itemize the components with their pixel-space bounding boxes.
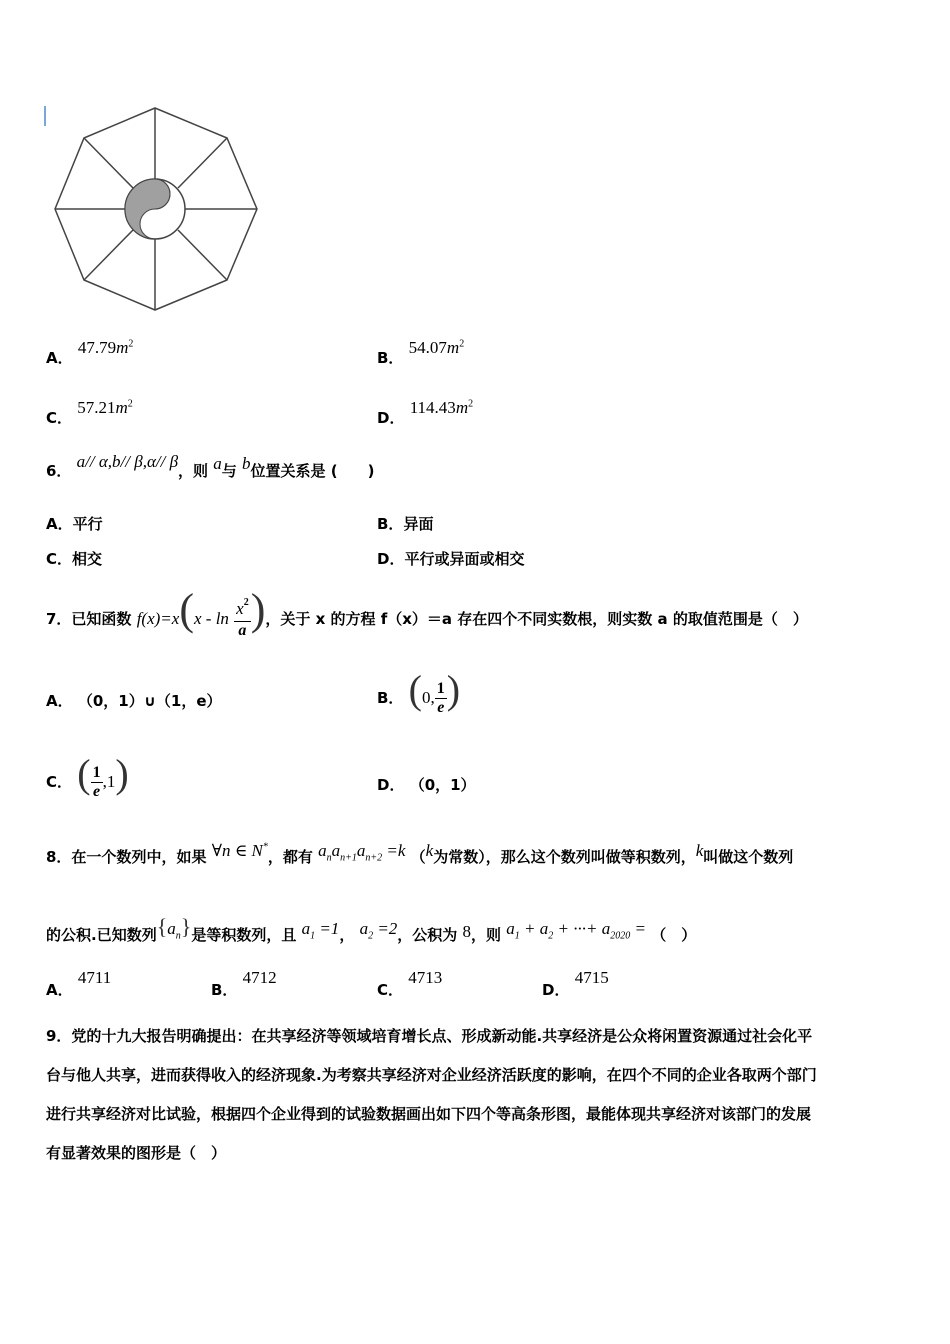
q5-option-d[interactable]: D． $114.43m^2$ <box>377 398 474 427</box>
q8-option-c[interactable]: C． 4713 <box>377 968 443 999</box>
q8-option-d[interactable]: D． 4715 <box>542 968 609 999</box>
q6-option-d[interactable]: D．平行或异面或相交 <box>377 550 525 568</box>
q5-option-b[interactable]: B． $54.07m^2$ <box>377 338 465 367</box>
q5-option-a[interactable]: A． $47.79m^2$ <box>46 338 134 367</box>
q8-option-b[interactable]: B． 4712 <box>211 968 277 999</box>
q9-line: 9．党的十九大报告明确提出：在共享经济等领域培育增长点、形成新动能.共享经济是公众将闲置资源通过社会化平 <box>46 1027 813 1045</box>
q8-stem-line2: 的公积.已知数列$\{a_n\}$是等积数列，且 $a_1 =1$， $a_2 =2$，公积为 8，则 $a_1 + a_2$ + ···+ $a_{2020}$ = （ ） <box>46 914 697 944</box>
q7-option-d[interactable]: D． （0，1） <box>377 776 476 794</box>
q8-stem-line1: 8．在一个数列中，如果 ∀n ∈ N*，都有 $a_na_{n+1}a_{n+2} =k$ （k为常数），那么这个数列叫做等积数列，k叫做这个数列 <box>46 841 794 866</box>
q7-option-a[interactable]: A． （0，1）∪（1，e） <box>46 692 222 710</box>
q9-stem <box>46 1017 906 1173</box>
q6-stem: 6． a// α,b// β,α// β，则 a与 b位置关系是 ( ) <box>46 452 375 480</box>
q5-option-c[interactable]: C． $57.21m^2$ <box>46 398 133 427</box>
octagon-figure <box>50 102 265 317</box>
q7-stem: 7．已知函数 f(x)=x(x - ln $\frac{x^2}{a}$ )，关于 x 的方程 f（x）＝a 存在四个不同实数根，则实数 a 的取值范围是（ ） <box>46 585 808 639</box>
q7-option-c[interactable]: C． ( $\frac{1}{e}$ ,1) <box>46 751 129 800</box>
q7-option-b[interactable]: B． (0, $\frac{1}{e}$ ) <box>377 667 461 716</box>
q6-option-b[interactable]: B．异面 <box>377 515 434 533</box>
q6-option-a[interactable]: A．平行 <box>46 515 103 533</box>
cursor-mark <box>44 106 46 126</box>
q9-line: 进行共享经济对比试验，根据四个企业得到的试验数据画出如下四个等高条形图，最能体现共享经济对该部门的发展 <box>46 1105 812 1123</box>
q6-option-c[interactable]: C．相交 <box>46 550 103 568</box>
q8-option-a[interactable]: A． 4711 <box>46 968 112 999</box>
q9-line: 有显著效果的图形是（ ） <box>46 1144 227 1162</box>
yin-yang-icon <box>125 179 185 239</box>
q9-line: 台与他人共享，进而获得收入的经济现象.为考察共享经济对企业经济活跃度的影响，在四个不同的企业各取两个部门 <box>46 1066 817 1084</box>
